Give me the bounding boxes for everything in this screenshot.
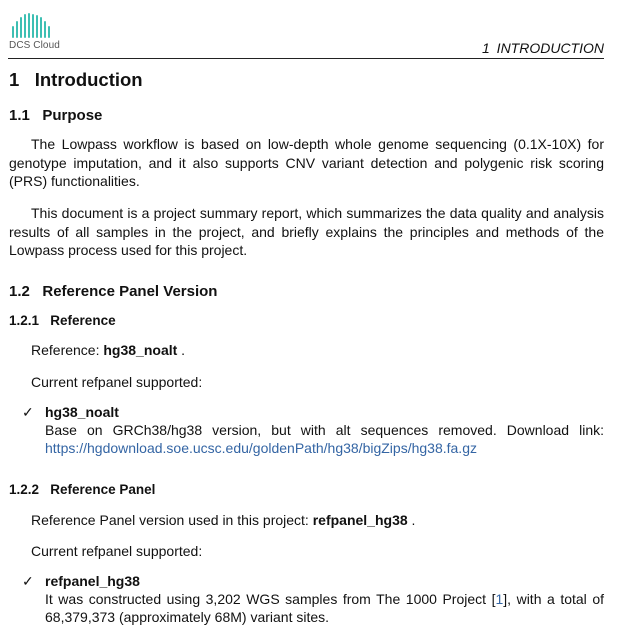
section-title: Reference Panel Version (42, 283, 218, 300)
section-number: 1.2.1 (9, 313, 40, 328)
logo-text: DCS Cloud (9, 40, 60, 51)
reference-line (31, 342, 185, 358)
section-number: 1.1 (9, 107, 30, 124)
reference-panel-item-description (45, 590, 604, 626)
download-link[interactable]: https://hgdownload.soe.ucsc.edu/goldenPath/hg38/bigZips/hg38.fa.gz (45, 440, 477, 456)
purpose-paragraph-2: This document is a project summary report, which summarizes the data quality and analysis results of all samples in the project, and briefly explains the principles and methods of the Lowpass process used for this project. (9, 205, 604, 258)
section-title: Reference (50, 313, 116, 328)
reference-panel-suffix: . (411, 512, 416, 528)
section-heading-reference-panel (9, 482, 155, 497)
reference-item-desc-text: Base on GRCh38/hg38 version, but with alt sequences removed. Download link: (45, 422, 604, 438)
reference-suffix: . (181, 342, 186, 358)
purpose-paragraph-1: The Lowpass workflow is based on low-depth whole genome sequencing (0.1X-10X) for genotype imputation, and it also supports CNV variant detection and polygenic risk scoring (PRS) functionalities. (9, 136, 604, 189)
running-head: 1 INTRODUCTION (482, 40, 604, 56)
reference-panel-label: Reference Panel version used in this project: (31, 512, 309, 528)
section-heading-introduction (9, 69, 143, 91)
section-title: Reference Panel (50, 482, 156, 497)
section-heading-purpose (9, 107, 102, 124)
header-rule (8, 58, 604, 59)
section-title: Purpose (42, 107, 103, 124)
section-number: 1 (9, 69, 20, 90)
reference-label: Reference: (31, 342, 100, 358)
section-heading-reference-panel-version (9, 283, 217, 300)
reference-panel-value: refpanel_hg38 (312, 512, 408, 528)
check-icon: ✓ (22, 573, 34, 589)
section-number: 1.2.2 (9, 482, 40, 497)
reference-panel-line (31, 512, 415, 528)
reference-panel-item-name: refpanel_hg38 (45, 573, 140, 589)
reference-supported-label: Current refpanel supported: (31, 374, 203, 390)
section-heading-reference (9, 313, 116, 328)
section-number: 1.2 (9, 283, 30, 300)
reference-value: hg38_noalt (103, 342, 178, 358)
check-icon: ✓ (22, 404, 34, 420)
reference-panel-supported-label: Current refpanel supported: (31, 543, 203, 559)
reference-item-description (45, 421, 604, 457)
reference-panel-desc-before: It was constructed using 3,202 WGS samples from The 1000 Project [ (45, 591, 496, 607)
section-title: Introduction (34, 69, 143, 90)
reference-panel-desc-after: ], with a total of 68,379,373 (approximately 68M) variant sites. (45, 591, 604, 625)
reference-item-name: hg38_noalt (45, 404, 119, 420)
citation-link[interactable]: 1 (495, 591, 504, 607)
